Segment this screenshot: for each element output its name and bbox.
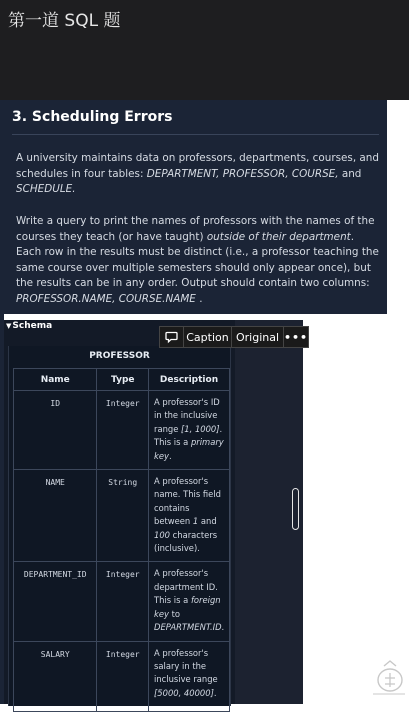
cell-name: ID [14, 391, 97, 470]
cell-name: NAME [14, 470, 97, 562]
cell-name: SALARY [14, 641, 97, 711]
scrollbar-handle[interactable] [292, 488, 299, 530]
text-segment: and [198, 516, 217, 527]
text-segment: . Each row in the results must be distinct (i.e., a professor teaching the same course over multiple semesters should only appear once), but the results can be in any order. Output should contain two columns: [16, 230, 379, 289]
cell-type: Integer [97, 562, 149, 641]
table-name: PROFESSOR [89, 351, 150, 361]
text-segment: to [168, 608, 181, 619]
cell-name: DEPARTMENT_ID [14, 562, 97, 641]
more-options-button[interactable]: ••• [283, 330, 309, 344]
italic-text: primary key [154, 437, 224, 461]
comment-icon [165, 331, 178, 343]
schema-toggle[interactable] [6, 321, 52, 331]
cell-description [149, 562, 230, 641]
table-row [14, 641, 230, 711]
text-segment: A professor's name. This field contains between [154, 476, 221, 527]
cell-description [149, 470, 230, 562]
text-segment: A professor's department ID. This is a [154, 568, 218, 606]
italic-text: PROFESSOR.NAME, COURSE.NAME [16, 292, 196, 305]
title-divider [12, 134, 379, 135]
italic-text: 100 [154, 529, 171, 540]
text-segment: . This is a [154, 423, 223, 448]
italic-text: DEPARTMENT, PROFESSOR, COURSE, [146, 167, 339, 180]
column-header-name: Name [14, 369, 97, 391]
watermark-logo [370, 658, 408, 698]
text-segment: A university maintains data on professors, departments, courses, and schedules in four tables: [16, 152, 379, 180]
caption-button[interactable]: Caption [184, 327, 232, 347]
table-row [14, 470, 230, 562]
comment-button[interactable] [160, 327, 184, 347]
italic-text: [1, 1000] [181, 423, 220, 434]
schema-table [13, 368, 230, 712]
cell-description [149, 641, 230, 711]
cell-type: String [97, 470, 149, 562]
cell-type: Integer [97, 641, 149, 711]
text-segment: . [221, 622, 225, 633]
text-segment: Write a query to print the names of professors with the names of the courses they teach (or have taught) [16, 215, 375, 243]
italic-text: DEPARTMENT.ID [154, 622, 222, 633]
text-segment: . [213, 687, 217, 698]
schema-table-container [8, 346, 231, 706]
schema-label: Schema [12, 321, 53, 331]
problem-title: 3. Scheduling Errors [12, 109, 173, 125]
text-segment: A professor's ID in the inclusive range [154, 397, 220, 434]
problem-card [4, 100, 387, 314]
italic-text: foreign key [154, 595, 221, 619]
cell-description [149, 391, 230, 470]
table-header-row [14, 369, 230, 391]
image-toolbar [159, 326, 309, 348]
text-segment: . [195, 292, 203, 305]
problem-description [16, 151, 382, 198]
text-segment: characters (inclusive). [154, 529, 218, 554]
table-row [14, 391, 230, 470]
triangle-down-icon: ▼ [6, 322, 12, 330]
italic-text: 1 [192, 516, 199, 527]
column-header-type: Type [97, 369, 149, 391]
post-header [0, 0, 409, 100]
table-row [14, 562, 230, 641]
italic-text: [5000, 40000] [154, 687, 214, 698]
post-title: 第一道 SQL 题 [8, 11, 121, 31]
italic-text: SCHEDULE. [16, 183, 76, 195]
text-segment: and [338, 167, 362, 180]
schema-panel [4, 320, 309, 704]
text-segment: A professor's salary in the inclusive range [154, 647, 218, 685]
problem-task [16, 214, 382, 307]
italic-text: outside of their department [206, 230, 351, 243]
column-header-description: Description [149, 369, 230, 391]
original-button[interactable]: Original [232, 327, 284, 347]
cell-type: Integer [97, 391, 149, 470]
text-segment: . [168, 450, 172, 461]
